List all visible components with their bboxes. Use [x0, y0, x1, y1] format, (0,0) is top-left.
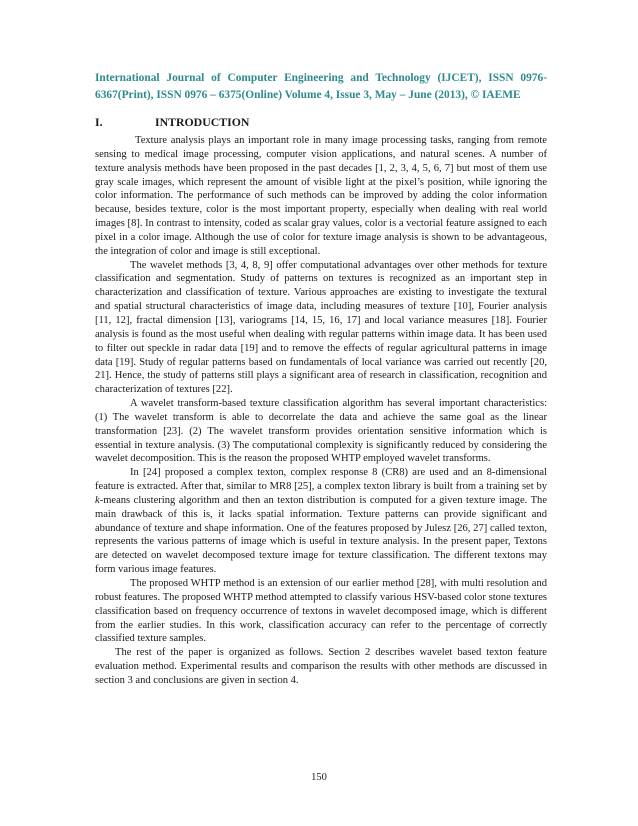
paragraph-2: The wavelet methods [3, 4, 8, 9] offer computational advantages over other methods for texture classification and segmentation. Study of patterns on textures is recognized as an important step in characterization and classification of texture. Various approaches are existing to investigate the textural and spatial structural characteristics of image data, including measures of texture [10], Fourier analysis [11, 12], fractal dimension [13], variograms [14, 15, 16, 17] and local variance measures [18]. Fourier analysis is found as the most useful when dealing with regular patterns within image data. It has been used to filter out speckle in radar data [19] and to remove the effects of regular agricultural patterns in image data [19]. Study of regular patterns based on fundamentals of local variance was carried out recently [20, 21]. Hence, the study of patterns still plays a significant area of research in classification, recognition and characterization of textures [22]. — [95, 259, 547, 396]
paragraph-4-italic: k — [95, 494, 100, 506]
body-text — [95, 134, 547, 688]
paragraph-3: A wavelet transform-based texture classification algorithm has several important characteristics: (1) The wavelet transform is able to decorrelate the data and achieve the same goal as the linear transformation [23]. (2) The wavelet transform provides orientation sensitive information which is essential in texture analysis. (3) The computational complexity is significantly reduced by considering the wavelet decomposition. This is the reason the proposed WHTP employed wavelet transforms. — [95, 398, 547, 465]
section-heading — [95, 114, 547, 130]
paragraph-4-part-2: -means clustering algorithm and then an texton distribution is computed for a given texture image. The main drawback of this is, it lacks spatial information. Texture patterns can provide significant and abundance of texture and shape information. One of the features proposed by Julesz [26, 27] called texton, represents the various patterns of image which is useful in texture analysis. In the present paper, Textons are detected on wavelet decomposed texture image for texture classification. The different textons may form various image features. — [95, 494, 547, 576]
paragraph-1: Texture analysis plays an important role in many image processing tasks, ranging from remote sensing to medical image processing, computer vision applications, and natural scenes. A number of texture analysis methods have been proposed in the past decades [1, 2, 3, 4, 5, 6, 7] but most of them use gray scale images, which represent the amount of visible light at the pixel’s position, while ignoring the color information. The performance of such methods can be improved by adding the color information because, besides texture, color is the most important property, especially when dealing with real world images [8]. In contrast to intensity, coded as scalar gray values, color is a vectorial feature assigned to each pixel in a color image. Although the use of color for texture image analysis is shown to be advantageous, the integration of color and image is still exceptional. — [95, 135, 547, 257]
section-number: I. — [95, 115, 103, 129]
paragraph-4 — [95, 466, 547, 577]
section-title: INTRODUCTION — [155, 115, 250, 129]
paragraph-5: The proposed WHTP method is an extension of our earlier method [28], with multi resolution and robust features. The proposed WHTP method attempted to classify various HSV-based color stone textures classification based on frequency occurrence of textons in wavelet decomposed image, which is different from the earlier studies. In this work, classification accuracy can refer to the percentage of correctly classified texture samples. — [95, 578, 547, 645]
paragraph-4-part-1: In [24] proposed a complex texton, complex response 8 (CR8) are used and an 8-dimensional feature is extracted. After that, similar to MR8 [25], a complex texton library is built from a training set by — [95, 467, 547, 493]
paragraph-6: The rest of the paper is organized as follows. Section 2 describes wavelet based texton feature evaluation method. Experimental results and comparison the results with other methods are discussed in section 3 and conclusions are given in section 4. — [95, 647, 547, 686]
journal-header: International Journal of Computer Engineering and Technology (IJCET), ISSN 0976-6367(Print), ISSN 0976 – 6375(Online) Volume 4, Issue 3, May – June (2013), © IAEME — [95, 72, 547, 101]
page-number: 150 — [311, 772, 327, 783]
